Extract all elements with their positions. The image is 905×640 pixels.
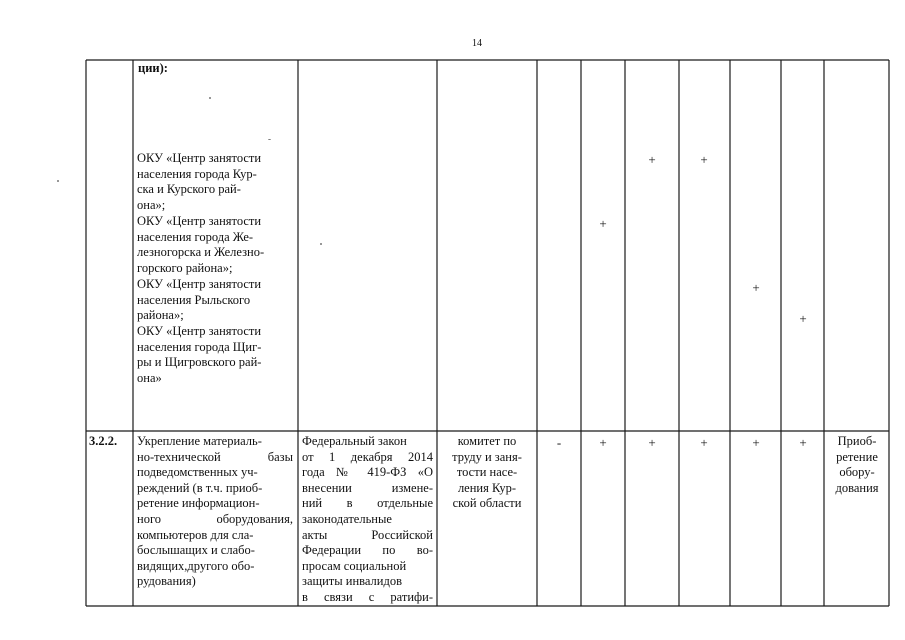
plus-mark: + bbox=[648, 152, 656, 167]
result-text bbox=[826, 434, 888, 496]
basis-line: ний в отдельные bbox=[302, 496, 433, 511]
scan-speck bbox=[320, 243, 322, 245]
plus-mark: + bbox=[599, 216, 607, 231]
page-number: 14 bbox=[472, 38, 482, 49]
result-line: Приоб- bbox=[837, 434, 877, 448]
scan-speck bbox=[209, 97, 211, 99]
org-line: ОКУ «Центр занятости bbox=[137, 277, 262, 291]
org-line bbox=[137, 293, 293, 309]
basis-line: законодательные bbox=[302, 511, 392, 526]
plus-mark: + bbox=[700, 435, 708, 450]
org-line: она» bbox=[137, 370, 162, 385]
org-line: населения города Же- bbox=[137, 229, 254, 244]
org-line: ОКУ «Центр занятости bbox=[137, 324, 262, 338]
org-line: населения города Щиг- bbox=[137, 339, 262, 354]
activity-line: бослышащих и слабо- bbox=[137, 543, 255, 558]
activity-line: рудования) bbox=[137, 574, 196, 589]
scan-speck bbox=[268, 139, 271, 140]
org-line: горского района»; bbox=[137, 260, 233, 275]
activity-line: Укрепление материаль- bbox=[137, 434, 262, 448]
plus-mark: + bbox=[648, 435, 656, 450]
org-line: она»; bbox=[137, 197, 166, 212]
org-block-rylsk bbox=[137, 277, 293, 324]
org-block-kursk bbox=[137, 151, 293, 213]
org-line: населения города Кур- bbox=[137, 166, 257, 181]
executor-line: ления Кур- bbox=[457, 480, 517, 495]
basis-line: от 1 декабря 2014 bbox=[302, 449, 433, 464]
activity-line: видящих,другого обо- bbox=[137, 558, 255, 573]
result-line: дования bbox=[835, 480, 879, 495]
plus-mark: + bbox=[752, 280, 760, 295]
scan-speck bbox=[57, 180, 59, 182]
org-line: ры и Щигровского рай- bbox=[137, 355, 262, 370]
plus-mark: + bbox=[752, 435, 760, 450]
result-line: ретение bbox=[836, 449, 878, 464]
plus-mark: + bbox=[799, 435, 807, 450]
basis-line: акты Российской bbox=[302, 527, 433, 542]
plus-mark: + bbox=[599, 435, 607, 450]
row-number: 3.2.2. bbox=[89, 434, 118, 448]
basis-line: внесении измене- bbox=[302, 480, 433, 495]
basis-line: Федерации по во- bbox=[302, 543, 433, 558]
activity-line: ретение информацион- bbox=[137, 496, 260, 511]
basis-text bbox=[302, 434, 433, 606]
activity-line: реждений (в т.ч. приоб- bbox=[137, 480, 263, 495]
executor-text bbox=[441, 434, 533, 512]
activity-line: компьютеров для сла- bbox=[137, 527, 254, 542]
activity-text bbox=[137, 434, 293, 590]
executor-line: комитет по bbox=[457, 434, 517, 448]
org-block-shchigry bbox=[137, 324, 293, 386]
basis-line: защиты инвалидов bbox=[302, 574, 402, 589]
basis-line: просам социальной bbox=[302, 558, 407, 573]
org-line: ОКУ «Центр занятости bbox=[137, 214, 262, 228]
org-block-zheleznogorsk bbox=[137, 214, 293, 276]
result-line: обору- bbox=[839, 465, 875, 480]
basis-line: Федеральный закон bbox=[302, 434, 407, 448]
plus-mark: + bbox=[700, 152, 708, 167]
org-line: лезногорска и Железно- bbox=[137, 245, 265, 260]
basis-line: года № 419-ФЗ «О bbox=[302, 465, 433, 480]
activity-line: ного оборудования, bbox=[137, 511, 293, 526]
executor-line: ской области bbox=[452, 496, 522, 511]
org-line: района»; bbox=[137, 308, 184, 323]
org-line-part: населения Рыльского bbox=[137, 292, 251, 307]
org-line: ска и Курского рай- bbox=[137, 182, 241, 197]
activity-line: подведомственных уч- bbox=[137, 465, 258, 480]
plus-mark: + bbox=[799, 311, 807, 326]
dash-mark: - bbox=[556, 435, 562, 450]
prev-row-subhead: ции): bbox=[138, 61, 168, 75]
activity-line: но-технической базы bbox=[137, 449, 293, 464]
executor-line: тости насе- bbox=[456, 465, 518, 480]
executor-line: труду и заня- bbox=[452, 449, 522, 464]
basis-line: в связи с ратифи- bbox=[302, 589, 433, 604]
org-line: ОКУ «Центр занятости bbox=[137, 151, 262, 165]
